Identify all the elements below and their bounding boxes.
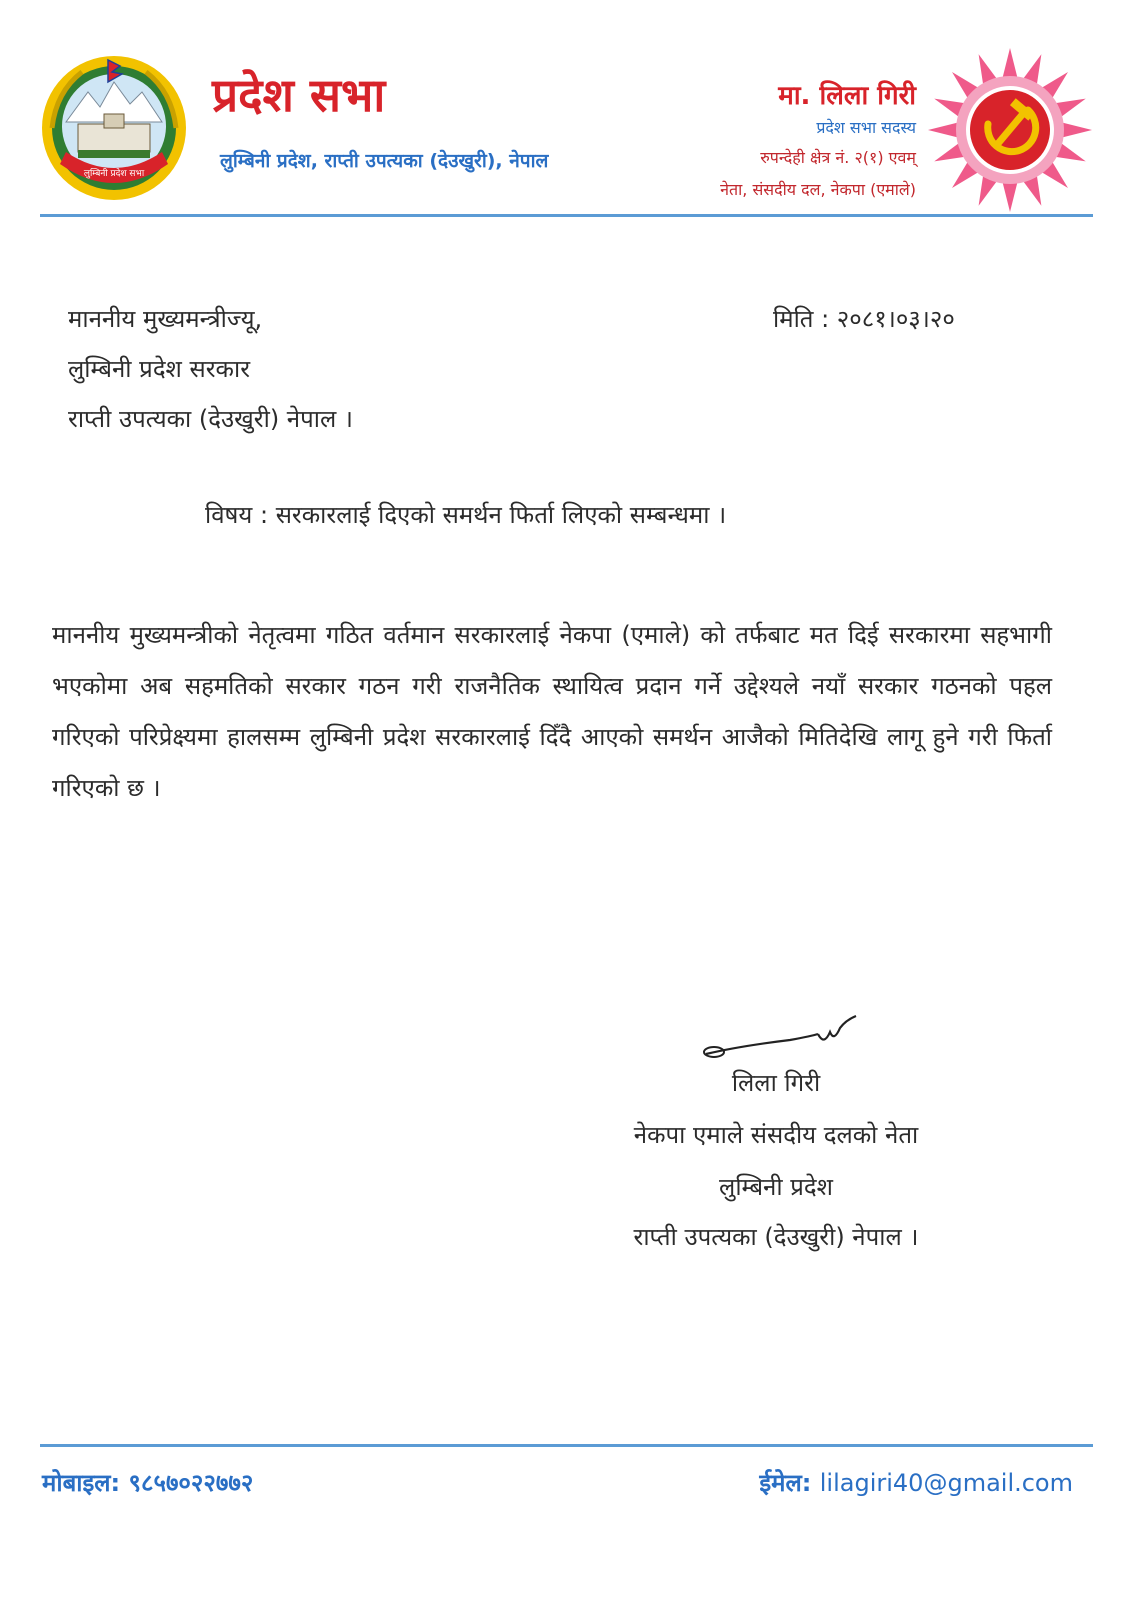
provincial-assembly-emblem-icon bbox=[38, 52, 190, 202]
recipient-line-1: माननीय मुख्यमन्त्रीज्यू, bbox=[68, 305, 263, 333]
footer-mobile bbox=[42, 1466, 253, 1499]
recipient-line-2: लुम्बिनी प्रदेश सरकार bbox=[68, 355, 251, 383]
signatory-name: लिला गिरी bbox=[731, 1069, 821, 1097]
recipient-line-3: राप्ती उपत्यका (देउखुरी) नेपाल । bbox=[68, 405, 353, 433]
svg-text:लुम्बिनी प्रदेश सभा: लुम्बिनी प्रदेश सभा bbox=[83, 169, 145, 179]
signatory-address: राप्ती उपत्यका (देउखुरी) नेपाल । bbox=[633, 1223, 919, 1251]
signatory-title: नेकपा एमाले संसदीय दलको नेता bbox=[633, 1121, 919, 1149]
email-label: ईमेल: bbox=[759, 1469, 812, 1497]
header-divider bbox=[40, 214, 1093, 217]
member-leader: नेता, संसदीय दल, नेकपा (एमाले) bbox=[720, 180, 916, 199]
org-title: प्रदेश सभा bbox=[212, 68, 386, 122]
mobile-label: मोबाइल: bbox=[42, 1469, 121, 1497]
footer-divider bbox=[40, 1444, 1093, 1447]
hammer-sickle-sun-icon bbox=[925, 45, 1095, 215]
member-constituency: रुपन्देही क्षेत्र नं. २(१) एवम् bbox=[760, 148, 916, 167]
mobile-value: ९८५७०२२७७२ bbox=[128, 1469, 254, 1497]
member-name: मा. लिला गिरी bbox=[778, 81, 916, 111]
signatory-province: लुम्बिनी प्रदेश bbox=[719, 1173, 833, 1201]
handwritten-signature bbox=[700, 1010, 870, 1070]
letter-date: मिति : २०८१।०३।२० bbox=[773, 305, 955, 333]
letter-body: माननीय मुख्यमन्त्रीको नेतृत्वमा गठित वर्तमान सरकारलाई नेकपा (एमाले) को तर्फबाट मत दिई सरकारमा सहभागी भएकोमा अब सहमतिको सरकार गठन गरी राजनैतिक स्थायित्व प्रदान गर्ने उद्देश्यले नयाँ सरकार गठनको पहल गरिएको परिप्रेक्ष्यमा हालसम्म लुम्बिनी प्रदेश सरकारलाई दिँदै आएको समर्थन आजैको मितिदेखि लागू हुने गरी फिर्ता गरिएको छ । bbox=[52, 621, 1052, 802]
letter-subject: विषय : सरकारलाई दिएको समर्थन फिर्ता लिएको सम्बन्धमा । bbox=[205, 501, 727, 529]
footer-email bbox=[759, 1466, 1073, 1499]
email-value[interactable]: lilagiri40@gmail.com bbox=[819, 1469, 1073, 1497]
org-subtitle: लुम्बिनी प्रदेश, राप्ती उपत्यका (देउखुरी), नेपाल bbox=[220, 150, 549, 172]
member-role: प्रदेश सभा सदस्य bbox=[816, 118, 916, 137]
